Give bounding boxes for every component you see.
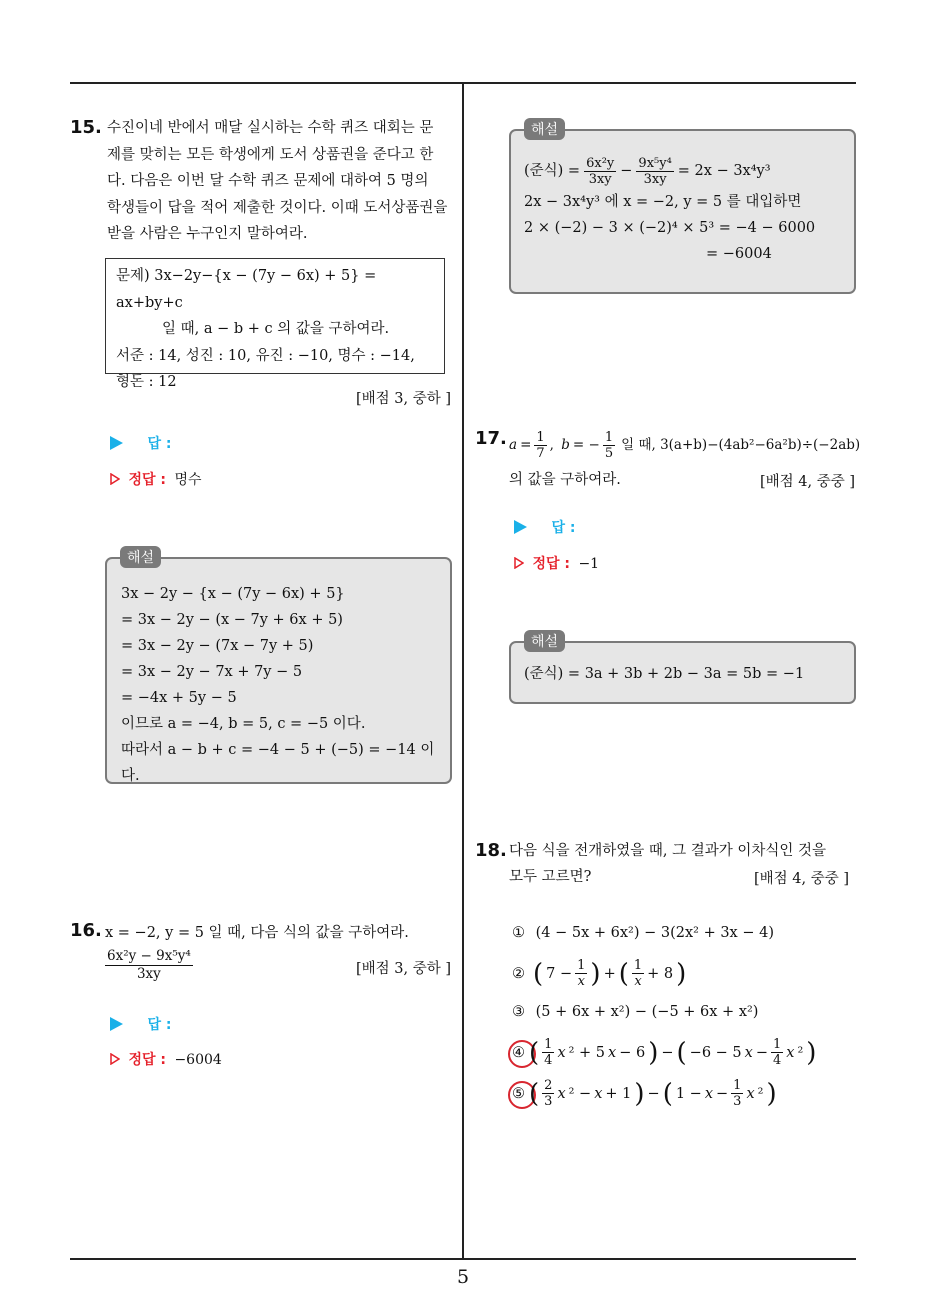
option-mark: ② — [512, 965, 525, 982]
question-condition: a = $\frac{1}{7}$ , b = − $\frac{1}{5}$ 일 때, 3(a+b)−(4ab²−6a²b)÷(−2ab) — [509, 430, 861, 461]
question-line: 학생들이 답을 적어 제출한 것이다. 이때 도서상품권을 — [107, 199, 448, 216]
solution-tag: 해설 — [524, 118, 565, 140]
solution-suffix: = 2x − 3x⁴y³ — [677, 163, 771, 179]
score-label: [배점 3, 중하 ] — [356, 961, 452, 977]
question-line: 제를 맞히는 모든 학생에게 도서 상품권을 준다고 한 — [107, 146, 434, 163]
solution-line: 이므로 a = −4, b = 5, c = −5 이다. — [121, 716, 366, 732]
solution-line: = −6004 — [706, 246, 772, 262]
correct-value: 명수 — [174, 472, 202, 488]
answer-row[interactable] — [514, 517, 575, 537]
option-text: ( 7 − $\frac{1}{x}$ ) + ( $\frac{1}{x}$ + 8 ) — [533, 958, 687, 989]
option-1[interactable] — [512, 925, 774, 941]
fraction-denominator: 5 — [604, 446, 614, 461]
option-text: ( $\frac{2}{3}$ x ² − x + 1 ) − ( 1 − x − $\frac{1}{3}$ x ² ) — [529, 1078, 777, 1109]
correct-label: 정답 : — [128, 472, 166, 488]
question-number: 17. — [475, 428, 507, 449]
open-triangle-icon — [110, 473, 120, 485]
solution-line: 3x − 2y − {x − (7y − 6x) + 5} — [121, 586, 345, 602]
column-divider — [462, 84, 464, 1258]
question-text: 의 값을 구하여라. — [509, 472, 621, 488]
correct-answer-row — [514, 553, 599, 573]
correct-label: 정답 : — [532, 556, 570, 572]
option-text: ( $\frac{1}{4}$ x ² + 5 x − 6 ) − ( −6 − 5 x − $\frac{1}{4}$ x ² ) — [529, 1037, 817, 1068]
solution-line: = 3x − 2y − (x − 7y + 6x + 5) — [121, 612, 343, 628]
option-mark: ⑤ — [512, 1085, 525, 1102]
fraction-numerator: 6x²y − 9x⁵y⁴ — [107, 948, 191, 964]
solution-line: = 3x − 2y − 7x + 7y − 5 — [121, 664, 303, 680]
solution-line: = −4x + 5y − 5 — [121, 690, 237, 706]
play-icon — [110, 436, 123, 450]
fraction-numerator: 1 — [604, 430, 614, 445]
correct-value: −6004 — [174, 1052, 222, 1068]
solution-prefix: (준식) = — [524, 163, 581, 179]
score-label: [배점 3, 중하 ] — [356, 391, 452, 407]
play-icon — [110, 1017, 123, 1031]
solution-line: 2 × (−2) − 3 × (−2)⁴ × 5³ = −4 − 6000 — [524, 220, 816, 236]
question-line: 수진이네 반에서 매달 실시하는 수학 퀴즈 대회는 문 — [107, 120, 434, 136]
option-4[interactable] — [512, 1037, 816, 1068]
question-text: x = −2, y = 5 일 때, 다음 식의 값을 구하여라. — [105, 925, 409, 941]
box-line: 문제) 3x−2y−{x − (7y − 6x) + 5} = ax+by+c — [116, 268, 377, 311]
box-line: 형돈 : 12 — [116, 374, 177, 390]
solution-box — [105, 557, 452, 784]
solution-line: 2x − 3x⁴y³ 에 x = −2, y = 5 를 대입하면 — [524, 194, 802, 210]
solution-line: (준식) = $\frac{\text{6x²y}}{3xy}$ − $\frac{\text{9x⁵y⁴}}{3xy}$ = 2x − 3x⁴y³ — [524, 155, 771, 187]
solution-tag: 해설 — [120, 546, 161, 568]
answer-row[interactable] — [110, 1014, 171, 1034]
question-text: 일 때, 3(a+b)−(4ab²−6a²b)÷(−2ab) — [621, 437, 861, 454]
question-text: 모두 고르면? — [509, 869, 592, 885]
fraction-denominator: 3xy — [136, 966, 161, 982]
solution-line: = 3x − 2y − (7x − 7y + 5) — [121, 638, 314, 654]
question-text: 다음 식을 전개하였을 때, 그 결과가 이차식인 것을 — [509, 843, 827, 859]
solution-line: (준식) = 3a + 3b + 2b − 3a = 5b = −1 — [524, 666, 805, 682]
problem-box — [105, 258, 445, 390]
page-number: 5 — [456, 1266, 470, 1288]
correct-answer-row — [110, 1049, 222, 1069]
score-label: [배점 4, 중중 ] — [760, 474, 856, 490]
box-line: 서준 : 14, 성진 : 10, 유진 : −10, 명수 : −14, — [116, 347, 415, 364]
option-2[interactable] — [512, 958, 686, 989]
solution-tag: 해설 — [524, 630, 565, 652]
question-number: 18. — [475, 840, 507, 861]
option-5[interactable] — [512, 1078, 777, 1109]
fraction-denominator: 7 — [536, 446, 545, 461]
expression-fraction — [105, 948, 193, 983]
answer-label: 답 : — [551, 520, 576, 536]
answer-label: 답 : — [147, 1017, 172, 1033]
option-3[interactable] — [512, 1004, 758, 1020]
option-mark: ④ — [512, 1044, 525, 1061]
play-icon — [514, 520, 527, 534]
option-mark: ① — [512, 925, 525, 941]
fraction-numerator: 1 — [536, 430, 545, 445]
option-mark: ③ — [512, 1004, 525, 1020]
fraction-numerator: 6x²y — [586, 155, 615, 171]
option-text: (4 − 5x + 6x²) − 3(2x² + 3x − 4) — [535, 925, 774, 941]
fraction-denominator: 3xy — [588, 171, 612, 187]
score-label: [배점 4, 중중 ] — [754, 871, 850, 887]
open-triangle-icon — [110, 1053, 120, 1065]
answer-row[interactable] — [110, 433, 171, 453]
correct-answer-row — [110, 469, 202, 489]
question-line: 받을 사람은 누구인지 말하여라. — [107, 226, 308, 242]
solution-line: 따라서 a − b + c = −4 − 5 + (−5) = −14 이다. — [121, 742, 435, 784]
question-number: 16. — [70, 920, 102, 941]
answer-label: 답 : — [147, 436, 172, 452]
open-triangle-icon — [514, 557, 524, 569]
solution-box — [509, 129, 856, 294]
box-line: 일 때, a − b + c 의 값을 구하여라. — [162, 321, 390, 337]
question-line: 다. 다음은 이번 달 수학 퀴즈 문제에 대하여 5 명의 — [107, 173, 429, 189]
question-number: 15. — [70, 117, 102, 138]
bottom-rule — [70, 1258, 856, 1260]
question-text — [107, 115, 457, 248]
fraction-denominator: 3xy — [643, 171, 667, 187]
option-text: (5 + 6x + x²) − (−5 + 6x + x²) — [535, 1004, 759, 1020]
fraction-numerator: 9x⁵y⁴ — [638, 155, 672, 171]
correct-label: 정답 : — [128, 1052, 166, 1068]
correct-value: −1 — [578, 556, 600, 572]
